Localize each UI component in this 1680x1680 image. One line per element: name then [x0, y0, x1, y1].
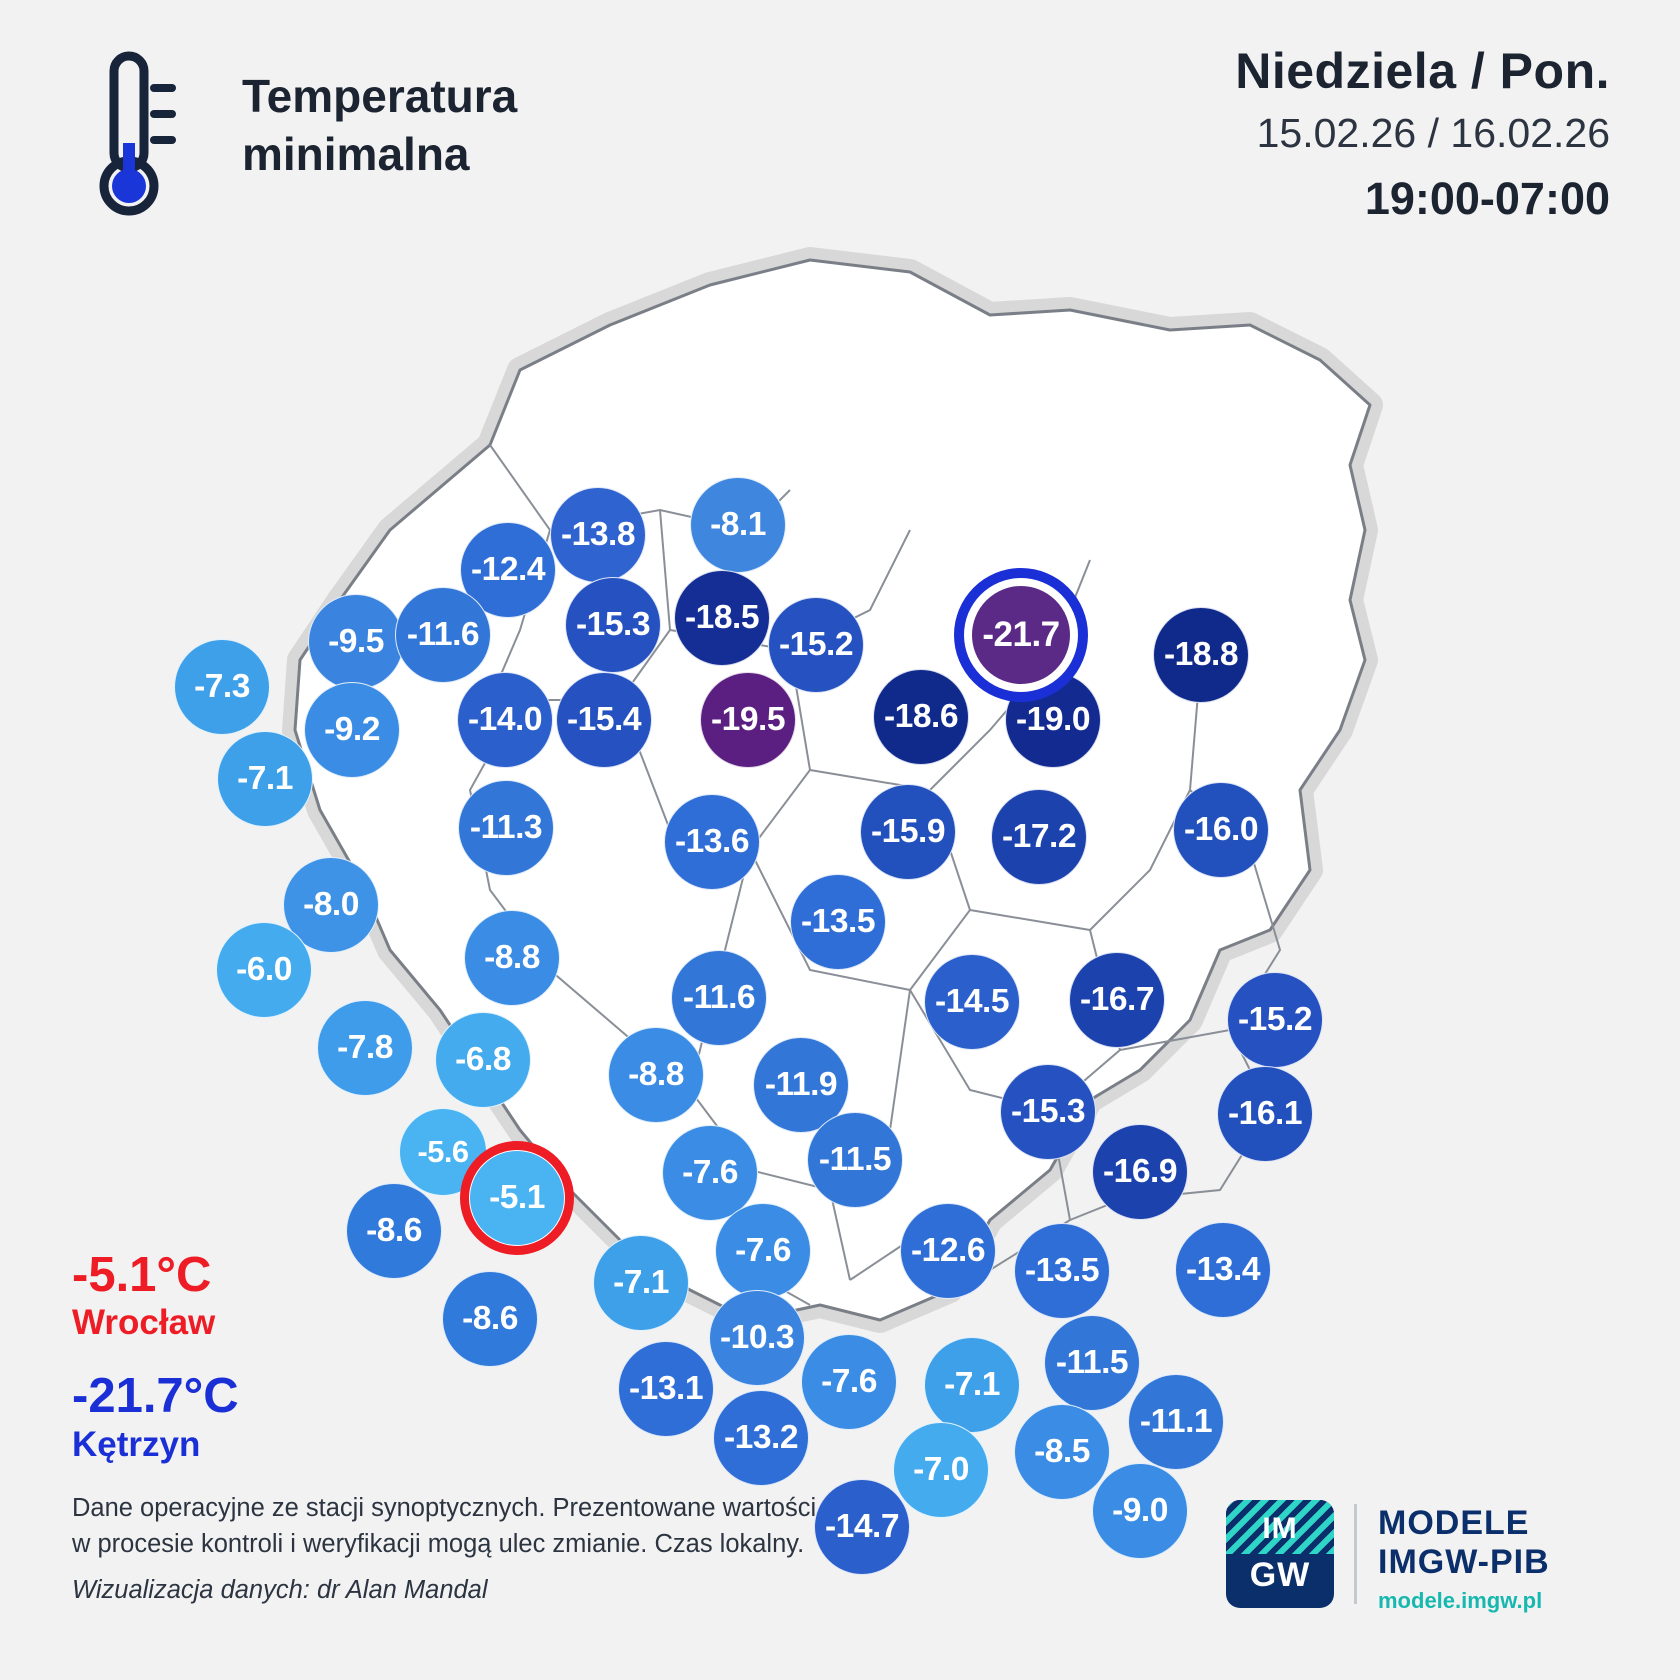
day-label: Niedziela / Pon.: [1235, 43, 1610, 99]
station-bubble: -7.1: [217, 731, 313, 827]
station-bubble: -15.4: [556, 672, 652, 768]
station-bubble: -11.3: [458, 780, 554, 876]
station-bubble: -14.0: [457, 672, 553, 768]
station-bubble: -6.8: [435, 1012, 531, 1108]
max-temp-city: Wrocław: [72, 1303, 216, 1343]
date-block: [890, 42, 1610, 225]
station-bubble: -8.8: [464, 910, 560, 1006]
logo-line-2: IMGW-PIB: [1378, 1543, 1550, 1582]
credit-line: Wizualizacja danych: dr Alan Mandal: [72, 1576, 488, 1605]
station-bubble: -5.6: [399, 1108, 487, 1196]
station-bubble: -11.5: [1044, 1315, 1140, 1411]
max-temp-value: -5.1°C: [72, 1248, 212, 1302]
station-bubble: -8.8: [608, 1027, 704, 1123]
station-bubble: -13.8: [550, 487, 646, 583]
disclaimer-line-1: Dane operacyjne ze stacji synoptycznych. Prezentowane wartości: [72, 1494, 817, 1522]
station-bubble: -11.6: [395, 587, 491, 683]
station-bubble: -7.1: [593, 1235, 689, 1331]
date-range: 15.02.26 / 16.02.26: [1256, 110, 1610, 156]
thermometer-icon: [88, 48, 178, 218]
logo-mark-top: IM: [1262, 1512, 1298, 1545]
station-bubble: -19.0: [1005, 672, 1101, 768]
station-bubble: -8.6: [442, 1271, 538, 1367]
station-bubble: -8.6: [346, 1183, 442, 1279]
station-bubble: -7.0: [893, 1422, 989, 1518]
logo-line-1: MODELE: [1378, 1504, 1530, 1542]
station-bubble: -8.5: [1014, 1404, 1110, 1500]
station-bubble: -13.1: [618, 1341, 714, 1437]
station-bubble: -16.1: [1217, 1066, 1313, 1162]
station-bubble: -9.0: [1092, 1463, 1188, 1559]
station-bubble: -16.9: [1092, 1124, 1188, 1220]
station-bubble: -11.6: [671, 950, 767, 1046]
page-title: [242, 68, 842, 183]
station-bubble: -16.7: [1069, 952, 1165, 1048]
station-bubble: -15.3: [1000, 1064, 1096, 1160]
station-bubble: -11.9: [753, 1037, 849, 1133]
time-range: 19:00-07:00: [1364, 173, 1610, 224]
station-bubble: -13.5: [1014, 1223, 1110, 1319]
station-bubble: -14.7: [814, 1479, 910, 1575]
station-bubble: -13.2: [713, 1390, 809, 1486]
legend: [72, 1250, 492, 1492]
title-line-1: Temperatura: [242, 70, 518, 122]
station-bubble: -7.3: [174, 639, 270, 735]
station-bubble: -15.2: [768, 597, 864, 693]
logo-divider: [1354, 1504, 1357, 1604]
station-bubble: -13.4: [1175, 1222, 1271, 1318]
station-bubble: -16.0: [1173, 782, 1269, 878]
min-temp-city: Kętrzyn: [72, 1424, 201, 1464]
station-bubble: -17.2: [991, 789, 1087, 885]
imgw-logo: [1226, 1500, 1606, 1620]
logo-text: [1378, 1504, 1550, 1614]
station-bubble: -6.0: [216, 922, 312, 1018]
logo-line-3: modele.imgw.pl: [1378, 1588, 1543, 1614]
min-temp-value: -21.7°C: [72, 1369, 239, 1424]
station-bubble: -15.3: [565, 577, 661, 673]
imgw-mark-icon: [1226, 1500, 1334, 1608]
station-bubble: -21.7: [971, 585, 1071, 685]
station-bubble: -7.8: [317, 1000, 413, 1096]
station-bubble: -7.1: [924, 1337, 1020, 1433]
station-bubble: -5.1: [469, 1150, 565, 1246]
disclaimer-line-2: w procesie kontroli i weryfikacji mogą ulec zmianie. Czas lokalny.: [72, 1530, 805, 1559]
station-bubble: -12.6: [900, 1203, 996, 1299]
station-bubble: -10.3: [709, 1290, 805, 1386]
station-bubble: -18.8: [1153, 607, 1249, 703]
station-bubble: -14.5: [924, 954, 1020, 1050]
station-bubble: -7.6: [715, 1203, 811, 1299]
station-bubble: -15.9: [860, 784, 956, 880]
station-bubble: -12.4: [460, 522, 556, 618]
station-bubble: -18.6: [873, 669, 969, 765]
station-bubble: -18.5: [674, 570, 770, 666]
station-bubble: -11.5: [807, 1112, 903, 1208]
station-bubble: -11.1: [1128, 1374, 1224, 1470]
station-bubble: -13.5: [790, 874, 886, 970]
station-bubble: -9.2: [304, 682, 400, 778]
station-bubble: -8.0: [283, 857, 379, 953]
station-bubble: -7.6: [801, 1334, 897, 1430]
station-bubble: -19.5: [700, 672, 796, 768]
station-bubble: -15.2: [1227, 972, 1323, 1068]
station-bubble: -13.6: [664, 794, 760, 890]
station-bubble: -8.1: [690, 477, 786, 573]
title-line-2: minimalna: [242, 127, 470, 180]
station-bubble: -9.5: [308, 594, 404, 690]
station-bubble: -7.6: [662, 1125, 758, 1221]
logo-mark-bottom: GW: [1249, 1556, 1311, 1594]
